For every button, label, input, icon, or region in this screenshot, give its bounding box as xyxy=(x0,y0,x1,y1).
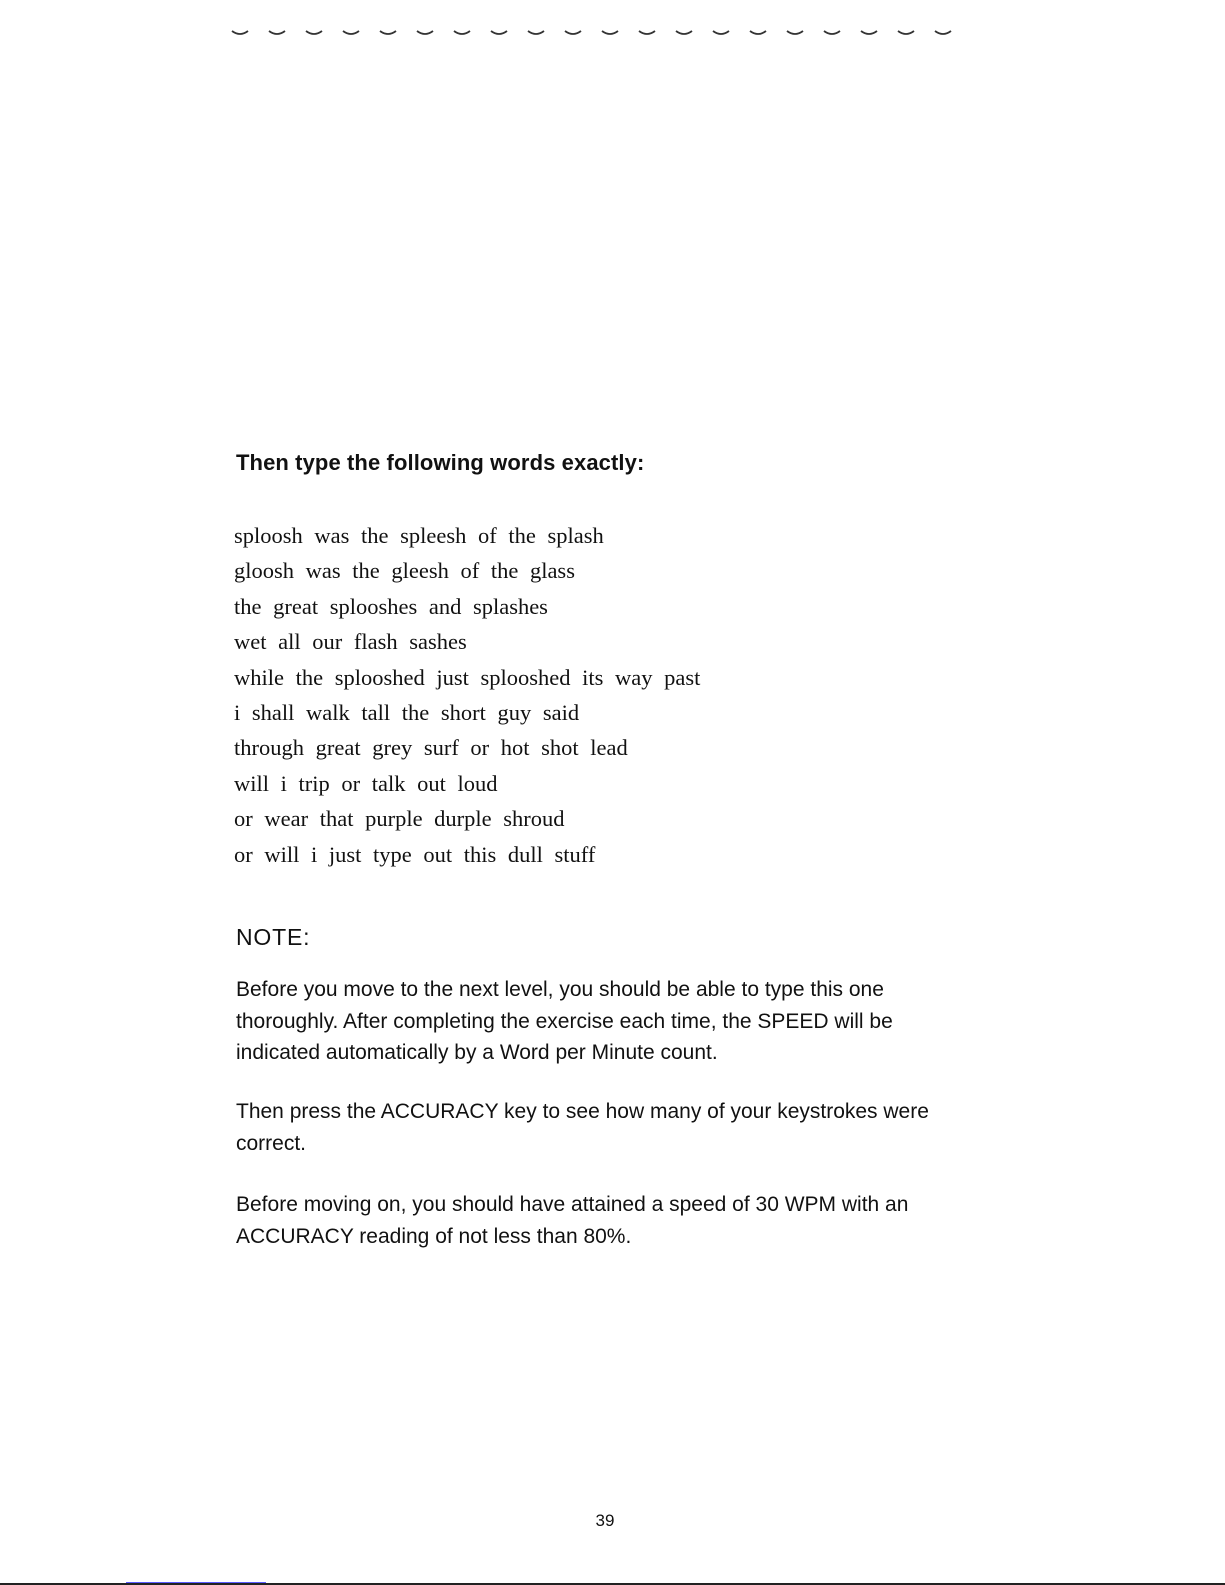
binding-hole-mark xyxy=(417,31,433,34)
exercise-line: wet all our flash sashes xyxy=(234,629,467,655)
binding-hole-mark xyxy=(787,31,803,34)
binding-hole-mark xyxy=(713,31,729,34)
binding-hole-mark xyxy=(269,31,285,34)
typing-exercise-text xyxy=(234,518,700,872)
binding-hole-mark xyxy=(861,31,877,34)
spiral-binding-holes xyxy=(228,22,968,42)
exercise-line: will i trip or talk out loud xyxy=(234,770,498,796)
binding-hole-mark xyxy=(343,31,359,34)
exercise-line: i shall walk tall the short guy said xyxy=(234,699,580,725)
binding-hole-mark xyxy=(898,31,914,34)
binding-hole-mark xyxy=(824,31,840,34)
page-number: 39 xyxy=(595,1511,615,1530)
exercise-line: while the splooshed just splooshed its way past xyxy=(234,664,701,690)
binding-hole-mark xyxy=(454,31,470,34)
exercise-line: sploosh was the spleesh of the splash xyxy=(234,523,604,548)
binding-hole-mark xyxy=(380,31,396,34)
exercise-line: or wear that purple durple shroud xyxy=(234,806,565,832)
instruction-heading: Then type the following words exactly: xyxy=(236,450,645,475)
binding-hole-mark xyxy=(565,31,581,34)
binding-marks xyxy=(228,22,968,42)
exercise-line: or will i just type out this dull stuff xyxy=(234,841,596,867)
note-heading: NOTE: xyxy=(236,924,311,950)
binding-hole-mark xyxy=(528,31,544,34)
exercise-line: through great grey surf or hot shot lead xyxy=(234,735,628,761)
scan-edge-mark xyxy=(126,1582,266,1583)
note-paragraph: Before moving on, you should have attained a speed of 30 WPM with an ACCURACY reading of not less than 80%. xyxy=(236,1193,909,1248)
note-paragraph: Before you move to the next level, you should be able to type this one thoroughly. After completing the exercise each time, the SPEED will be indicated automatically by a Word per Minute count. xyxy=(236,978,893,1064)
binding-hole-mark xyxy=(306,31,322,34)
binding-hole-mark xyxy=(602,31,618,34)
binding-hole-mark xyxy=(639,31,655,34)
binding-hole-mark xyxy=(935,31,951,34)
binding-hole-mark xyxy=(676,31,692,34)
exercise-line: the great splooshes and splashes xyxy=(234,593,548,619)
note-paragraph: Then press the ACCURACY key to see how many of your keystrokes were correct. xyxy=(236,1100,929,1155)
binding-hole-mark xyxy=(750,31,766,34)
binding-hole-mark xyxy=(491,31,507,34)
exercise-line: gloosh was the gleesh of the glass xyxy=(234,558,575,584)
binding-hole-mark xyxy=(232,31,248,34)
